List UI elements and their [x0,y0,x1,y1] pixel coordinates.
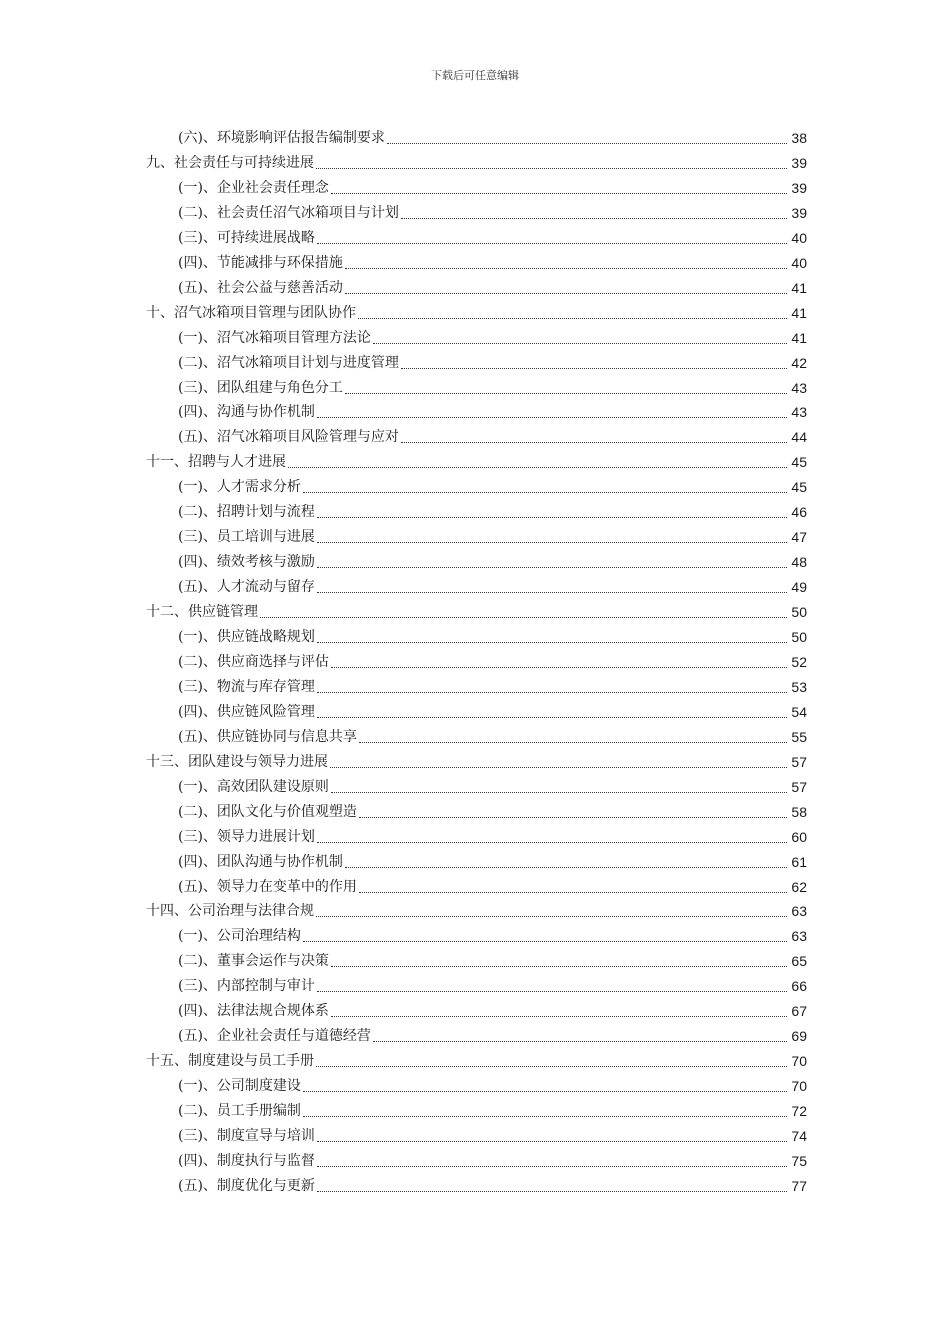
toc-dot-leader [345,276,787,301]
toc-entry-title: (五)、制度优化与更新 [178,1177,315,1194]
toc-entry-title: (四)、供应链风险管理 [178,703,315,720]
toc-section-entry[interactable] [178,825,807,850]
toc-dot-leader [373,326,787,351]
toc-dot-leader [331,176,787,201]
page-header: 下载后可任意编辑 [431,69,519,82]
toc-entry-title: (三)、可持续进展战略 [178,229,315,246]
toc-entry-title: (一)、高效团队建设原则 [178,778,329,795]
toc-dot-leader [317,974,787,999]
toc-section-entry[interactable] [178,800,807,825]
toc-chapter-entry[interactable] [146,301,807,326]
toc-dot-leader [316,1049,787,1074]
toc-section-entry[interactable] [178,475,807,500]
toc-entry-title: (二)、招聘计划与流程 [178,504,315,521]
toc-entry-title: 十五、制度建设与员工手册 [146,1053,314,1070]
toc-section-entry[interactable] [178,1174,807,1199]
toc-entry-title: (二)、社会责任沼气冰箱项目与计划 [178,204,399,221]
toc-dot-leader [317,575,787,600]
toc-dot-leader [317,675,787,700]
toc-page-number: 39 [791,204,807,221]
toc-page-number: 77 [791,1177,807,1194]
toc-page-number: 54 [791,703,807,720]
toc-page-number: 63 [791,928,807,945]
toc-page-number: 74 [791,1128,807,1144]
toc-entry-title: (五)、人才流动与留存 [178,579,315,596]
toc-dot-leader [303,1074,787,1099]
toc-entry-title: (一)、企业社会责任理念 [178,179,329,196]
toc-section-entry[interactable] [178,1149,807,1174]
toc-entry-title: (一)、沼气冰箱项目管理方法论 [178,329,371,346]
toc-section-entry[interactable] [178,974,807,999]
toc-entry-title: (三)、领导力进展计划 [178,828,315,845]
toc-dot-leader [303,1099,787,1124]
toc-entry-title: (五)、领导力在变革中的作用 [178,878,357,895]
toc-page-number: 69 [791,1028,807,1045]
toc-page-number: 66 [791,978,807,995]
toc-entry-title: (五)、供应链协同与信息共享 [178,728,357,745]
toc-page-number: 58 [791,803,807,820]
toc-entry-title: (四)、沟通与协作机制 [178,404,315,421]
toc-dot-leader [331,650,787,675]
toc-dot-leader [303,475,787,500]
toc-page-number: 39 [791,179,807,196]
toc-dot-leader [359,800,787,825]
toc-page-number: 42 [791,354,807,371]
toc-dot-leader [316,899,787,924]
toc-dot-leader [331,775,787,800]
toc-entry-title: (二)、员工手册编制 [178,1103,301,1120]
toc-dot-leader [345,251,787,276]
toc-section-entry[interactable] [178,126,807,151]
toc-page-number: 61 [791,853,807,870]
toc-entry-title: (三)、制度宣导与培训 [178,1128,315,1144]
toc-section-entry[interactable] [178,924,807,949]
toc-page-number: 62 [791,878,807,895]
toc-page-number: 57 [791,753,807,770]
toc-entry-title: (三)、物流与库存管理 [178,678,315,695]
toc-entry-title: (四)、绩效考核与激励 [178,554,315,571]
toc-dot-leader [288,450,787,475]
toc-entry-title: (二)、董事会运作与决策 [178,953,329,970]
toc-dot-leader [317,550,787,575]
toc-entry-title: (二)、团队文化与价值观塑造 [178,803,357,820]
toc-dot-leader [401,425,787,450]
toc-section-entry[interactable] [178,700,807,725]
toc-entry-title: 十四、公司治理与法律合规 [146,903,314,920]
toc-page-number: 41 [791,279,807,296]
toc-chapter-entry[interactable] [146,899,807,924]
toc-chapter-entry[interactable] [146,450,807,475]
toc-entry-title: 九、社会责任与可持续进展 [146,154,314,171]
toc-page-number: 75 [791,1152,807,1169]
toc-dot-leader [260,600,787,625]
toc-page-number: 44 [791,429,807,446]
toc-section-entry[interactable] [178,850,807,875]
toc-dot-leader [387,126,787,151]
toc-section-entry[interactable] [178,376,807,401]
toc-section-entry[interactable] [178,725,807,750]
toc-page-number: 48 [791,554,807,571]
toc-page-number: 52 [791,653,807,670]
toc-page-number: 53 [791,678,807,695]
toc-dot-leader [331,999,787,1024]
toc-dot-leader [331,949,787,974]
toc-entry-title: (五)、社会公益与慈善活动 [178,279,343,296]
toc-entry-title: (六)、环境影响评估报告编制要求 [178,130,385,146]
toc-dot-leader [317,700,787,725]
toc-entry-title: 十三、团队建设与领导力进展 [146,753,328,770]
toc-dot-leader [330,750,787,775]
toc-entry-title: (五)、沼气冰箱项目风险管理与应对 [178,429,399,446]
toc-chapter-entry[interactable] [146,600,807,625]
toc-page-number: 45 [791,479,807,496]
toc-dot-leader [317,226,787,251]
toc-page-number: 43 [791,379,807,396]
toc-entry-title: (四)、团队沟通与协作机制 [178,853,343,870]
toc-entry-title: (四)、制度执行与监督 [178,1152,315,1169]
toc-dot-leader [358,301,787,326]
toc-section-entry[interactable] [178,251,807,276]
toc-dot-leader [401,201,787,226]
toc-entry-title: (五)、企业社会责任与道德经营 [178,1028,371,1045]
toc-page-number: 63 [791,903,807,920]
toc-entry-title: (一)、供应链战略规划 [178,629,315,645]
toc-page-number: 67 [791,1003,807,1020]
toc-chapter-entry[interactable] [146,151,807,176]
toc-dot-leader [345,376,787,401]
toc-page-number: 60 [791,828,807,845]
toc-section-entry[interactable] [178,276,807,301]
toc-page-number: 72 [791,1103,807,1120]
toc-page-number: 50 [791,604,807,621]
toc-dot-leader [303,924,787,949]
toc-dot-leader [316,151,787,176]
toc-dot-leader [373,1024,787,1049]
toc-dot-leader [317,1149,787,1174]
toc-dot-leader [401,351,787,376]
toc-entry-title: (二)、供应商选择与评估 [178,653,329,670]
toc-page-number: 43 [791,404,807,421]
toc-section-entry[interactable] [178,625,807,650]
toc-section-entry[interactable] [178,201,807,226]
toc-page-number: 50 [791,629,807,645]
toc-section-entry[interactable] [178,500,807,525]
toc-chapter-entry[interactable] [146,1049,807,1074]
toc-page-number: 41 [791,304,807,321]
toc-entry-title: (三)、内部控制与审计 [178,978,315,995]
toc-section-entry[interactable] [178,875,807,900]
toc-dot-leader [317,825,787,850]
toc-dot-leader [359,875,787,900]
toc-section-entry[interactable] [178,650,807,675]
toc-section-entry[interactable] [178,425,807,450]
toc-page-number: 40 [791,229,807,246]
toc-section-entry[interactable] [178,675,807,700]
toc-section-entry[interactable] [178,525,807,550]
toc-page-number: 39 [791,154,807,171]
toc-entry-title: (二)、沼气冰箱项目计划与进度管理 [178,354,399,371]
toc-page-number: 46 [791,504,807,521]
toc-entry-title: 十、沼气冰箱项目管理与团队协作 [146,304,356,321]
toc-entry-title: 十二、供应链管理 [146,604,258,621]
toc-page-number: 65 [791,953,807,970]
toc-page-number: 45 [791,454,807,471]
toc-chapter-entry[interactable] [146,750,807,775]
toc-dot-leader [317,400,787,425]
toc-section-entry[interactable] [178,575,807,600]
toc-page-number: 47 [791,529,807,546]
toc-page-number: 38 [791,130,807,146]
toc-entry-title: (一)、公司制度建设 [178,1078,301,1095]
toc-page-number: 41 [791,329,807,346]
toc-dot-leader [317,525,787,550]
toc-page-number: 55 [791,728,807,745]
toc-dot-leader [317,625,787,650]
toc-section-entry[interactable] [178,775,807,800]
toc-section-entry[interactable] [178,1099,807,1124]
toc-entry-title: 十一、招聘与人才进展 [146,454,286,471]
toc-entry-title: (一)、公司治理结构 [178,928,301,945]
toc-dot-leader [317,500,787,525]
toc-page-number: 70 [791,1053,807,1070]
toc-dot-leader [359,725,787,750]
toc-section-entry[interactable] [178,176,807,201]
toc-dot-leader [317,1174,787,1199]
toc-entry-title: (四)、法律法规合规体系 [178,1003,329,1020]
toc-entry-title: (三)、员工培训与进展 [178,529,315,546]
toc-dot-leader [345,850,787,875]
toc-entry-title: (四)、节能减排与环保措施 [178,254,343,271]
toc-section-entry[interactable] [178,326,807,351]
toc-section-entry[interactable] [178,1124,807,1149]
toc-section-entry[interactable] [178,999,807,1024]
toc-section-entry[interactable] [178,1074,807,1099]
toc-section-entry[interactable] [178,550,807,575]
toc-entry-title: (一)、人才需求分析 [178,479,301,496]
toc-section-entry[interactable] [178,226,807,251]
toc-page-number: 40 [791,254,807,271]
toc-section-entry[interactable] [178,1024,807,1049]
toc-section-entry[interactable] [178,949,807,974]
toc-page-number: 70 [791,1078,807,1095]
toc-section-entry[interactable] [178,400,807,425]
toc-page-number: 57 [791,778,807,795]
toc-dot-leader [317,1124,787,1149]
toc-section-entry[interactable] [178,351,807,376]
toc-entry-title: (三)、团队组建与角色分工 [178,379,343,396]
toc-page-number: 49 [791,579,807,596]
